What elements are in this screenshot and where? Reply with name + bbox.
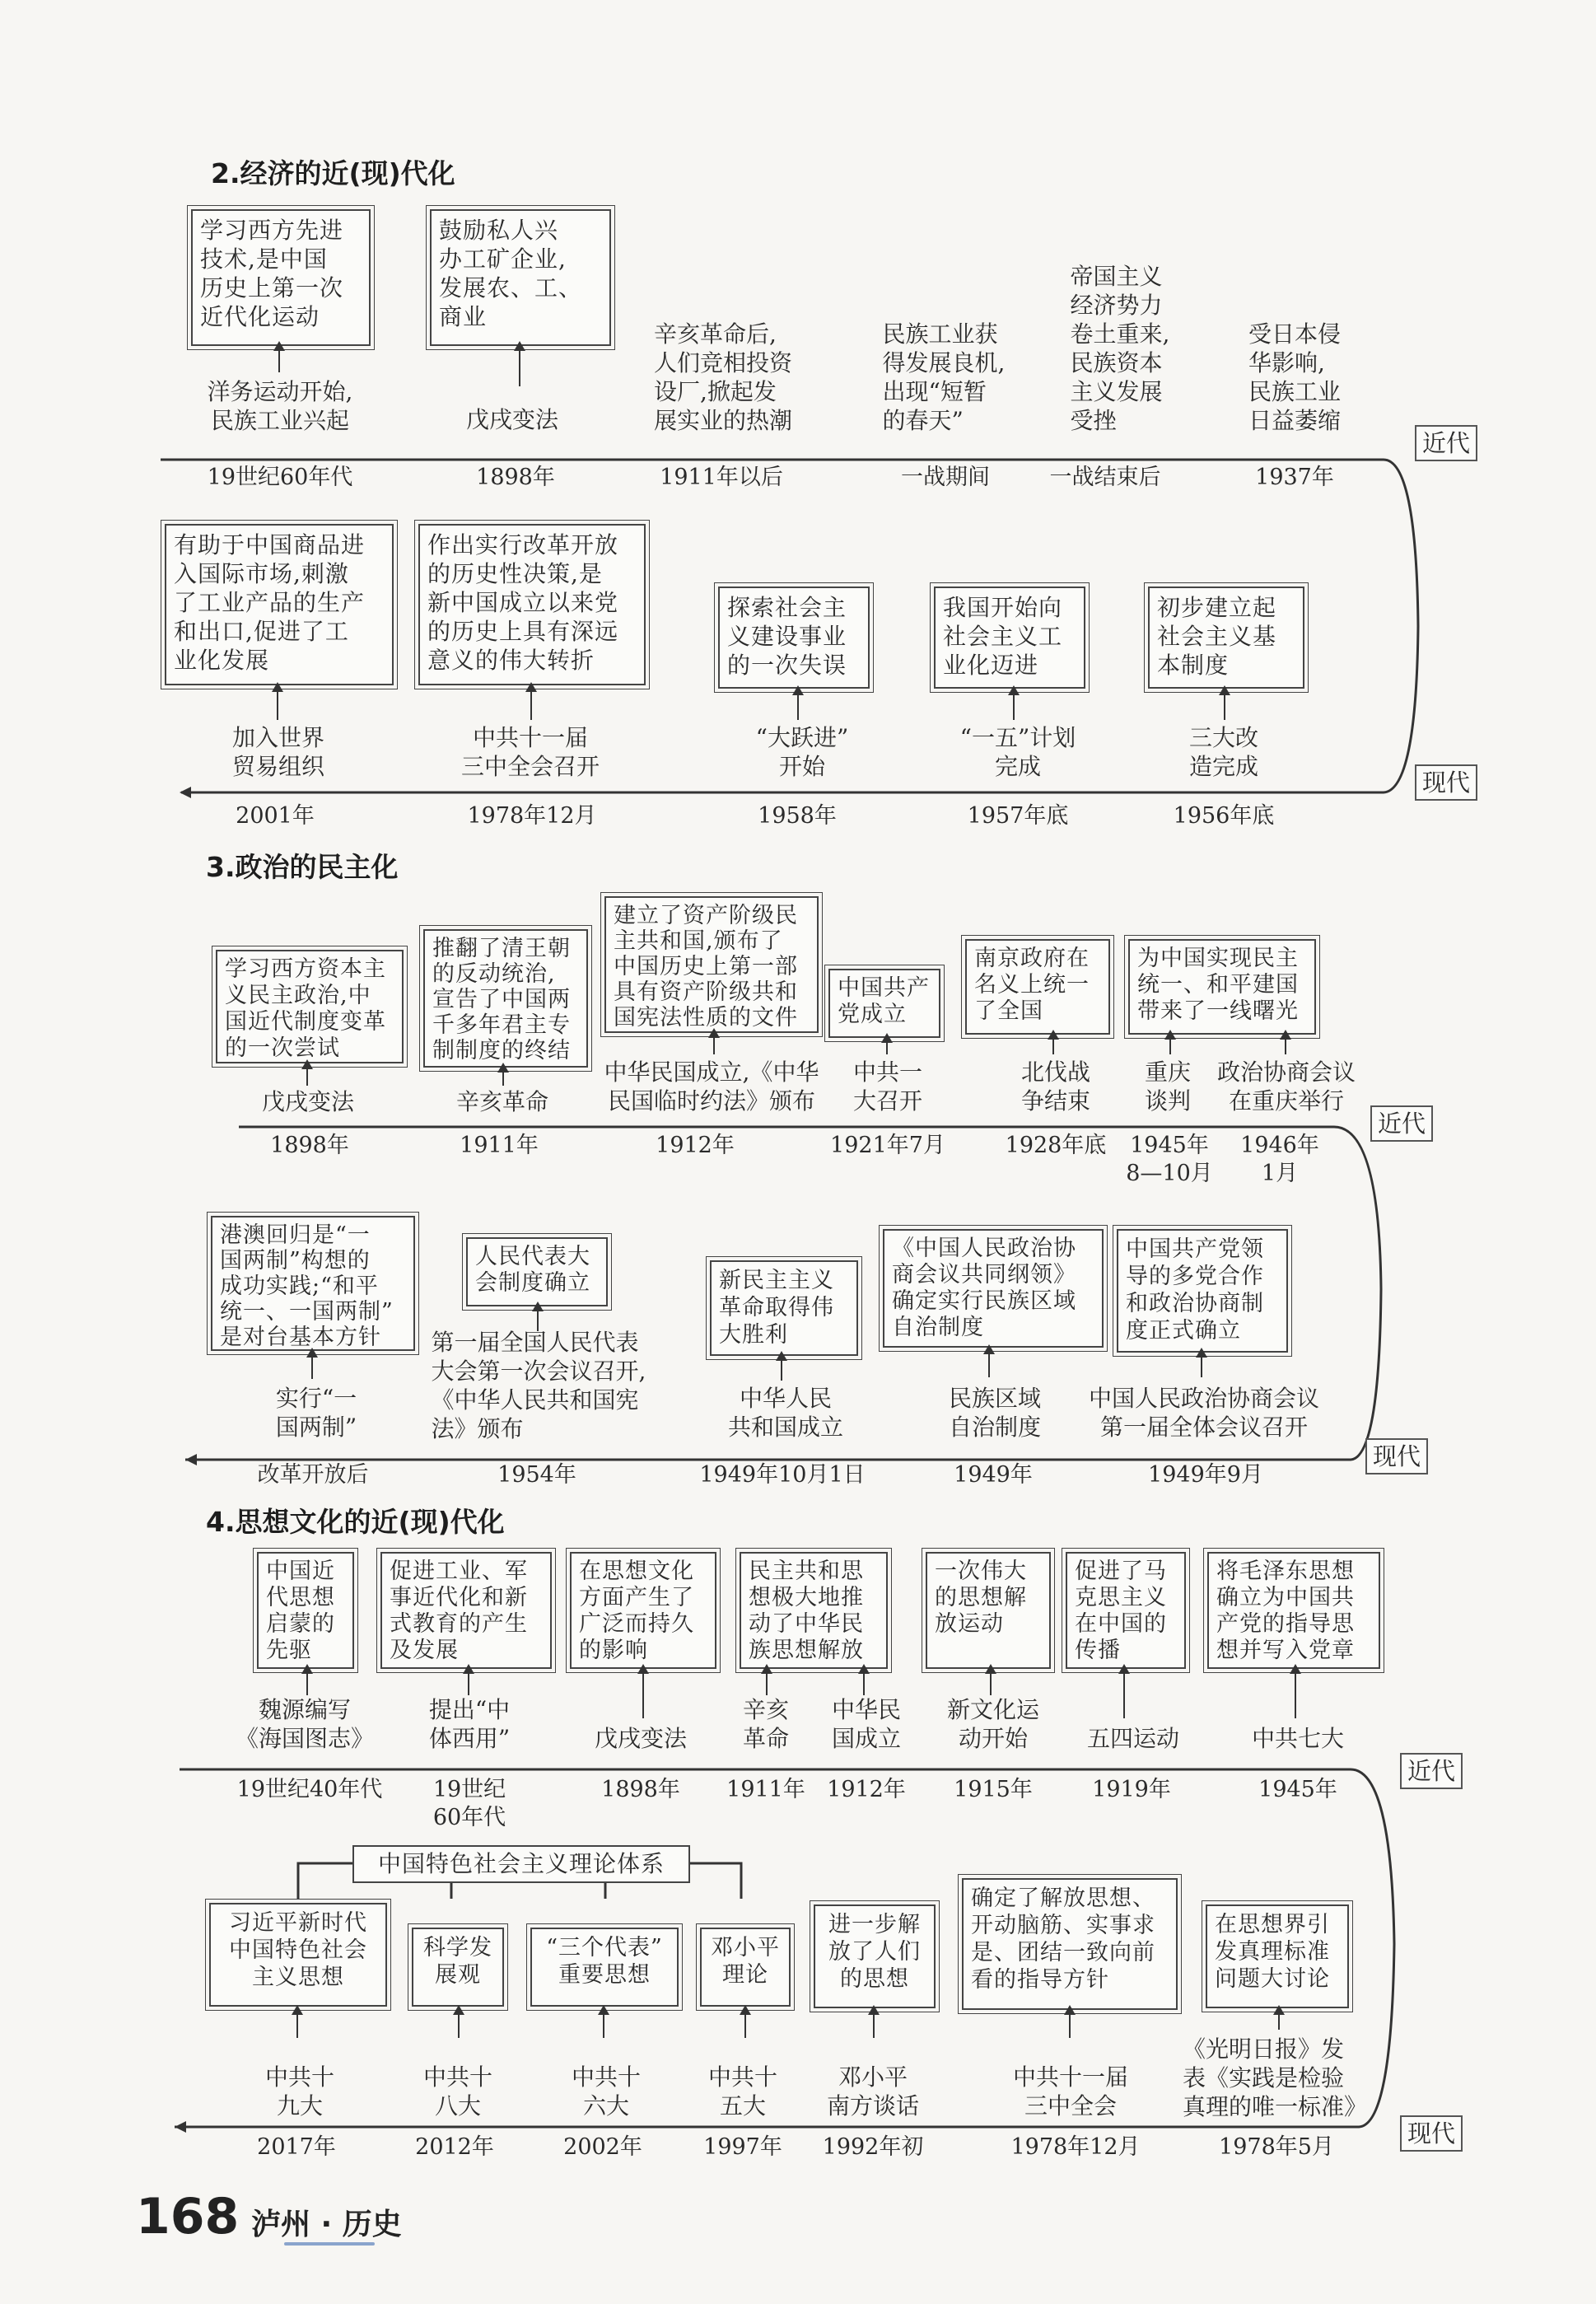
arrow (988, 1353, 990, 1377)
era-label-contemporary: 现代 (1400, 2115, 1463, 2152)
politics-contemporary-date-2: 1954年 (497, 1462, 576, 1488)
thought-contemporary-event-3: 中共十 六大 (571, 2063, 642, 2119)
arrow (1052, 1038, 1054, 1054)
politics-modern-event-3: 中华民国成立,《中华 民国临时约法》颁布 (604, 1059, 819, 1115)
arrow (1224, 694, 1225, 720)
politics-modern-date-2: 1911年 (460, 1133, 539, 1158)
arrow (277, 690, 278, 720)
thought-contemporary-event-7: 《光明日报》发 表《实践是检验 真理的唯一标准》 (1182, 2035, 1368, 2120)
thought-contemporary-event-4: 中共十 五大 (707, 2063, 778, 2119)
thought-modern-event-5: 中华民 国成立 (831, 1696, 902, 1752)
thought-modern-box-7: 将毛泽东思想 确立为中国共 产党的指导思 想并写入党章 (1207, 1552, 1380, 1669)
thought-modern-event-8: 中共七大 (1251, 1725, 1345, 1752)
arrow (744, 2013, 746, 2038)
thought-modern-date-4: 1911年 (726, 1777, 805, 1802)
economy-modern-event-2: 戊戌变法 (465, 406, 559, 433)
thought-contemporary-event-6: 中共十一届 三中全会 (1012, 2063, 1129, 2119)
thought-contemporary-box-2: 科学发 展观 (412, 1928, 504, 2007)
economy-contemporary-box-2: 作出实行改革开放 的历史性决策,是 新中国成立以来党 的历史上具有深远 意义的伟大转折 (418, 524, 646, 685)
economy-modern-date-6: 1937年 (1255, 465, 1334, 490)
era-label-modern: 近代 (1370, 1105, 1433, 1142)
thought-contemporary-box-6: 确定了解放思想、 开动脑筋、实事求 是、团结一致向前 看的指导方针 (962, 1878, 1178, 2010)
economy-modern-box-2: 鼓励私人兴 办工矿企业, 发展农、工、 商业 (430, 209, 611, 346)
politics-modern-box-1: 学习西方资本主 义民主政治,中 国近代制度变革 的一次尝试 (216, 950, 404, 1063)
thought-modern-box-3: 在思想文化 方面产生了 广泛而持久 的影响 (570, 1552, 716, 1669)
economy-contemporary-event-4: “一五”计划 完成 (959, 724, 1076, 780)
politics-modern-date-7: 1946年 1月 (1240, 1133, 1319, 1186)
thought-modern-date-2: 19世纪 60年代 (432, 1777, 506, 1830)
era-label-modern: 近代 (1400, 1753, 1463, 1789)
thought-modern-box-4: 民主共和思 想极大地推 动了中华民 族思想解放 (740, 1552, 888, 1669)
politics-contemporary-event-4: 民族区域 自治制度 (948, 1385, 1042, 1441)
arrow (781, 1359, 782, 1381)
section-title-economy: 2.经济的近(现)代化 (211, 157, 455, 189)
thought-modern-box-2: 促进工业、军 事近代化和新 式教育的产生 及发展 (380, 1552, 552, 1669)
arrow (1285, 1038, 1286, 1054)
thought-contemporary-box-3: “三个代表” 重要思想 (530, 1928, 679, 2007)
page-number: 168 (136, 2188, 240, 2246)
politics-modern-box-4: 中国共产 党成立 (828, 969, 940, 1038)
thought-contemporary-box-4: 邓小平 理论 (700, 1928, 791, 2007)
thought-contemporary-date-4: 1997年 (703, 2134, 782, 2160)
thought-modern-event-6: 新文化运 动开始 (946, 1696, 1040, 1752)
thought-modern-box-5: 一次伟大 的思想解 放运动 (926, 1552, 1051, 1669)
economy-modern-date-1: 19世纪60年代 (207, 465, 353, 490)
era-label-contemporary: 现代 (1415, 764, 1477, 801)
economy-modern-date-5: 一战结束后 (1049, 465, 1161, 490)
arrow (1013, 694, 1015, 720)
section-title-thought: 4.思想文化的近(现)代化 (206, 1506, 505, 1538)
economy-modern-event-1: 洋务运动开始, 民族工业兴起 (207, 378, 353, 434)
thought-contemporary-box-1: 习近平新时代 中国特色社会 主义思想 (209, 1903, 387, 2007)
politics-contemporary-box-4: 《中国人民政治协 商会议共同纲领》 确定实行民族区域 自治制度 (883, 1229, 1104, 1348)
arrow (766, 1672, 768, 1695)
politics-contemporary-box-3: 新民主主义 革命取得伟 大胜利 (710, 1260, 858, 1356)
arrow (1278, 2013, 1280, 2030)
economy-modern-event-4: 民族工业获 得发展良机, 出现“短暂 的春天” (882, 320, 1006, 434)
politics-modern-box-3: 建立了资产阶级民 主共和国,颁布了 中国历史上第一部 具有资产阶级共和 国宪法性质的文件 (604, 896, 819, 1033)
politics-modern-event-2: 辛亥革命 (455, 1088, 549, 1115)
politics-contemporary-date-4: 1949年 (954, 1462, 1033, 1488)
politics-contemporary-box-2: 人民代表大 会制度确立 (466, 1237, 608, 1306)
economy-modern-date-4: 一战期间 (901, 465, 990, 490)
politics-modern-date-5: 1928年底 (1005, 1133, 1107, 1158)
politics-contemporary-date-1: 改革开放后 (257, 1462, 369, 1488)
arrow (797, 694, 799, 720)
economy-modern-date-2: 1898年 (476, 465, 555, 490)
arrow (278, 349, 280, 372)
arrow (519, 349, 520, 386)
economy-contemporary-box-3: 探索社会主 义建设事业 的一次失误 (718, 587, 870, 689)
thought-modern-date-8: 1945年 (1258, 1777, 1337, 1802)
arrow (603, 2013, 604, 2038)
thought-contemporary-date-7: 1978年5月 (1219, 2134, 1334, 2160)
politics-contemporary-event-3: 中华人民 共和国成立 (727, 1385, 844, 1441)
thought-modern-date-5: 1912年 (827, 1777, 906, 1802)
arrow (468, 1672, 469, 1695)
section-title-politics: 3.政治的民主化 (206, 851, 399, 883)
politics-modern-box-6: 为中国实现民主 统一、和平建国 带来了一线曙光 (1128, 939, 1316, 1035)
economy-modern-box-1: 学习西方先进 技术,是中国 历史上第一次 近代化运动 (191, 209, 371, 346)
thought-contemporary-date-6: 1978年12月 (1010, 2134, 1141, 2160)
thought-modern-event-3: 戊戌变法 (594, 1725, 688, 1752)
politics-modern-event-6: 重庆 谈判 (1144, 1059, 1192, 1115)
arrow (1123, 1672, 1125, 1718)
arrow (1295, 1672, 1296, 1718)
politics-contemporary-date-3: 1949年10月1日 (699, 1462, 866, 1488)
arrow (530, 690, 532, 720)
thought-modern-date-7: 1919年 (1092, 1777, 1171, 1802)
arrow (713, 1036, 715, 1054)
thought-modern-date-6: 1915年 (954, 1777, 1033, 1802)
book-name: 泸州 · 历史 (251, 2208, 402, 2241)
politics-modern-event-1: 戊戌变法 (261, 1088, 355, 1115)
politics-modern-event-7: 政治协商会议 在重庆举行 (1216, 1059, 1356, 1115)
politics-modern-box-2: 推翻了清王朝 的反动统治, 宣告了中国两 千多年君主专 制制度的终结 (423, 929, 588, 1068)
politics-modern-event-5: 北伐战 争结束 (1020, 1059, 1091, 1115)
politics-modern-date-1: 1898年 (270, 1133, 349, 1158)
arrow (886, 1041, 888, 1054)
era-label-modern: 近代 (1415, 425, 1477, 461)
thought-modern-date-1: 19世纪40年代 (236, 1777, 383, 1802)
thought-contemporary-event-1: 中共十 九大 (264, 2063, 335, 2119)
economy-modern-event-5: 帝国主义 经济势力 卷土重来, 民族资本 主义发展 受挫 (1070, 263, 1170, 434)
thought-contemporary-date-2: 2012年 (415, 2134, 494, 2160)
thought-modern-event-1: 魏源编写 《海国图志》 (235, 1696, 375, 1752)
arrow (502, 1071, 504, 1086)
politics-modern-date-4: 1921年7月 (830, 1133, 945, 1158)
economy-contemporary-date-3: 1958年 (758, 803, 837, 829)
arrow (642, 1672, 644, 1718)
arrow (296, 2013, 298, 2038)
economy-contemporary-date-2: 1978年12月 (467, 803, 597, 829)
system-label: 中国特色社会主义理论体系 (352, 1845, 690, 1883)
thought-modern-event-4: 辛亥 革命 (742, 1696, 790, 1752)
thought-contemporary-event-5: 邓小平 南方谈话 (826, 2063, 920, 2119)
thought-modern-box-6: 促进了马 克思主义 在中国的 传播 (1066, 1552, 1186, 1669)
arrow (306, 1672, 308, 1695)
economy-contemporary-box-4: 我国开始向 社会主义工 业化迈进 (934, 587, 1085, 689)
politics-contemporary-event-1: 实行“一 国两制” (275, 1385, 357, 1441)
economy-contemporary-box-1: 有助于中国商品进 入国际市场,刺激 了工业产品的生产 和出口,促进了工 业化发展 (165, 524, 394, 685)
thought-contemporary-box-7: 在思想界引 发真理标准 问题大讨论 (1206, 1904, 1349, 2008)
arrow (306, 1068, 308, 1086)
economy-contemporary-date-5: 1956年底 (1173, 803, 1275, 829)
thought-contemporary-date-5: 1992年初 (822, 2134, 924, 2160)
politics-contemporary-event-5: 中国人民政治协商会议 第一届全体会议召开 (1088, 1385, 1320, 1441)
economy-contemporary-box-5: 初步建立起 社会主义基 本制度 (1148, 587, 1304, 689)
footer-underline (284, 2242, 375, 2246)
economy-contemporary-event-1: 加入世界 贸易组织 (231, 724, 325, 780)
politics-modern-event-4: 中共一 大召开 (852, 1059, 923, 1115)
thought-contemporary-event-2: 中共十 八大 (422, 2063, 493, 2119)
economy-contemporary-date-1: 2001年 (236, 803, 315, 829)
politics-contemporary-event-2: 第一届全国人民代表 大会第一次会议召开, 《中华人民共和国宪 法》颁布 (431, 1329, 646, 1442)
thought-contemporary-date-3: 2002年 (563, 2134, 642, 2160)
thought-modern-event-2: 提出“中 体西用” (428, 1696, 511, 1752)
economy-modern-date-3: 1911年以后 (660, 465, 783, 490)
arrow (863, 1672, 865, 1695)
arrow (1201, 1356, 1202, 1377)
thought-modern-box-1: 中国近 代思想 启蒙的 先驱 (257, 1552, 354, 1669)
economy-contemporary-event-5: 三大改 造完成 (1188, 724, 1259, 780)
politics-contemporary-box-1: 港澳回归是“一 国两制”构想的 成功实践;“和平 统一、一国两制” 是对台基本方针 (211, 1216, 415, 1351)
thought-modern-date-3: 1898年 (601, 1777, 680, 1802)
politics-contemporary-box-5: 中国共产党领 导的多党合作 和政治协商制 度正式确立 (1117, 1229, 1288, 1353)
politics-modern-box-5: 南京政府在 名义上统一 了全国 (965, 939, 1110, 1035)
economy-modern-event-3: 辛亥革命后, 人们竞相投资 设厂,掀起发 展实业的热潮 (653, 320, 793, 434)
politics-contemporary-date-5: 1949年9月 (1148, 1462, 1263, 1488)
politics-modern-date-3: 1912年 (656, 1133, 735, 1158)
arrow (1069, 2013, 1071, 2038)
economy-contemporary-event-3: “大跃进” 开始 (755, 724, 849, 780)
economy-contemporary-event-2: 中共十一届 三中全会召开 (460, 724, 600, 780)
economy-modern-event-6: 受日本侵 华影响, 民族工业 日益萎缩 (1248, 320, 1342, 434)
thought-modern-event-7: 五四运动 (1086, 1725, 1180, 1752)
politics-modern-date-6: 1945年 8—10月 (1126, 1133, 1213, 1186)
arrow (1169, 1038, 1171, 1054)
economy-contemporary-date-4: 1957年底 (967, 803, 1069, 829)
thought-contemporary-date-1: 2017年 (257, 2134, 336, 2160)
arrow (990, 1672, 992, 1695)
arrow (458, 2013, 460, 2038)
arrow (311, 1356, 313, 1379)
arrow (873, 2013, 875, 2038)
thought-contemporary-box-5: 进一步解 放了人们 的思想 (814, 1904, 936, 2008)
era-label-contemporary: 现代 (1365, 1438, 1428, 1474)
